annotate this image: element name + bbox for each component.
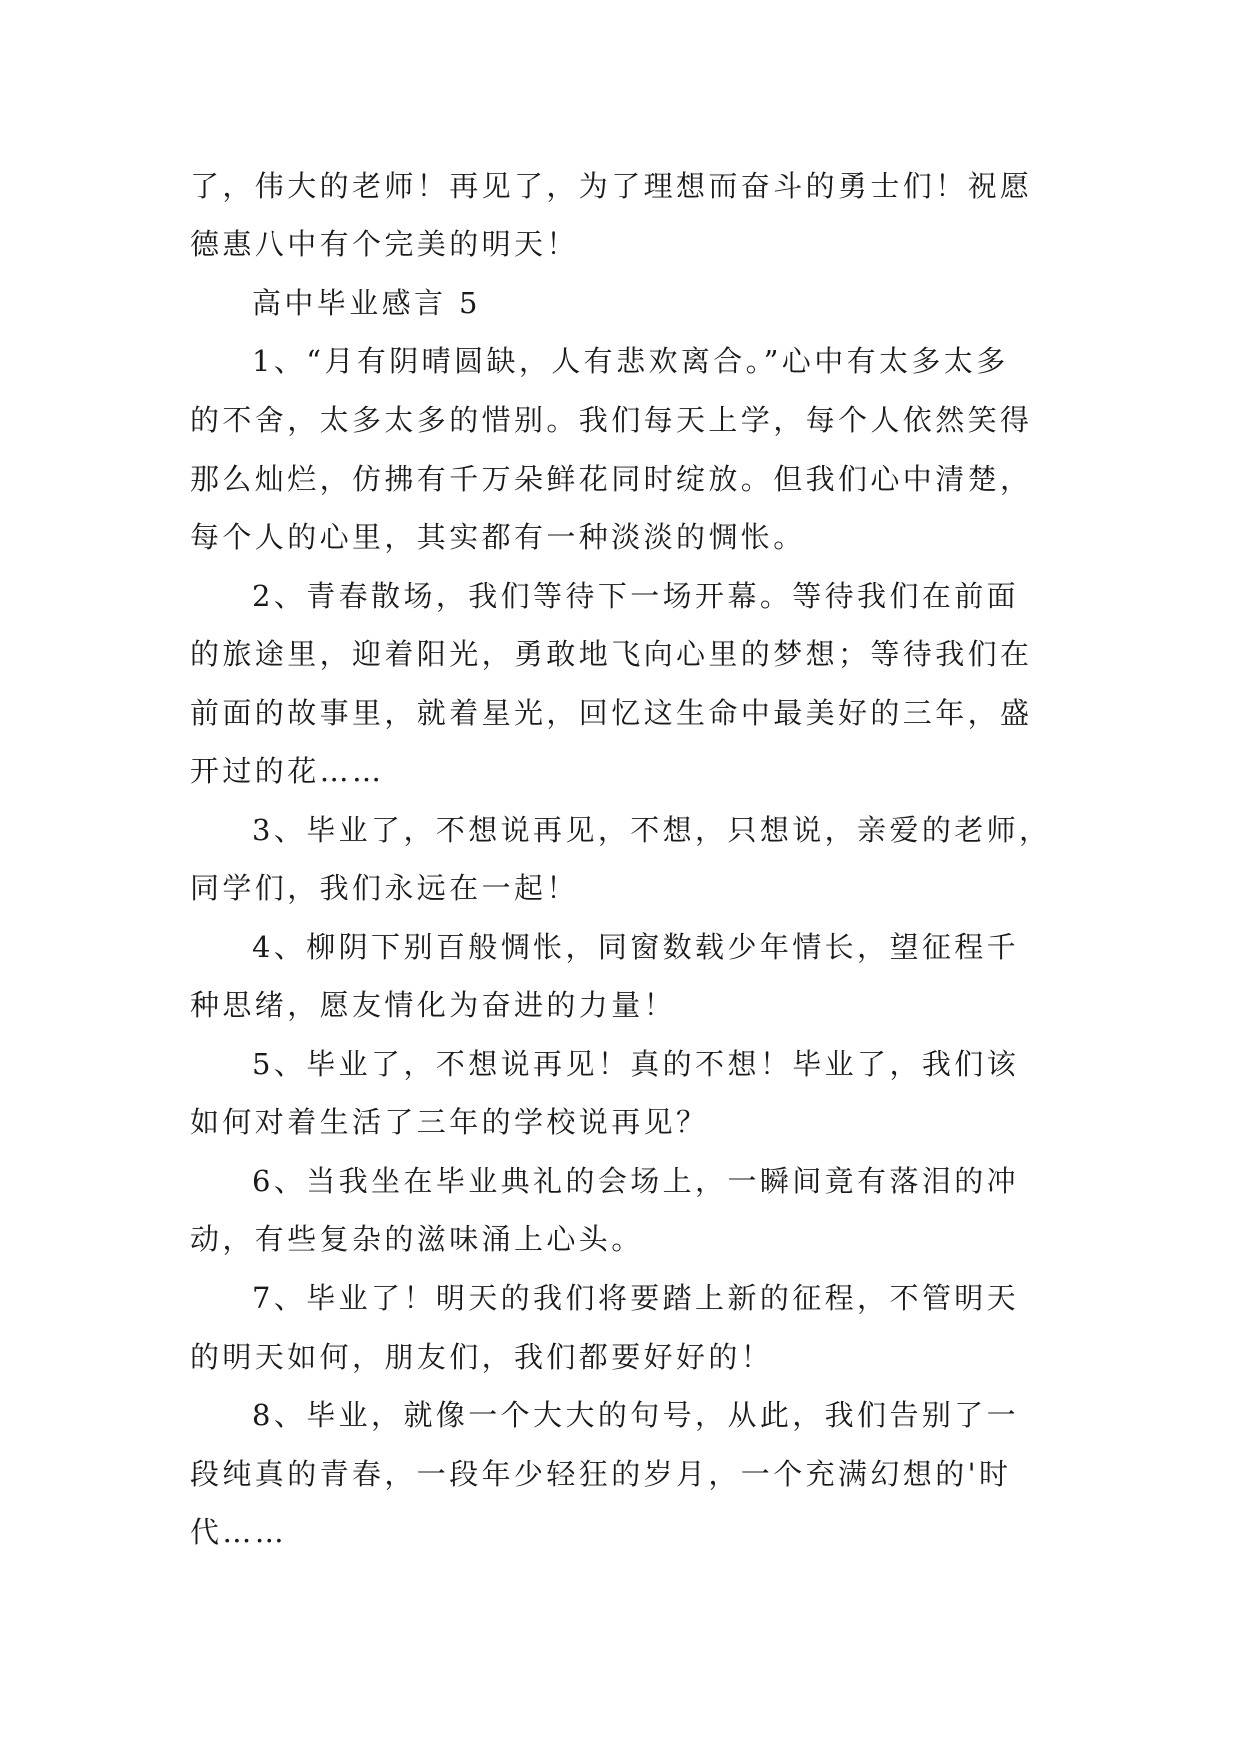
text-line: 8、毕业，就像一个大大的句号，从此，我们告别了一 xyxy=(252,1398,1020,1432)
text-line: 的不舍，太多太多的惜别。我们每天上学，每个人依然笑得 xyxy=(190,403,1033,437)
text-line: 动，有些复杂的滋味涌上心头。 xyxy=(190,1222,644,1256)
text-line: 前面的故事里，就着星光，回忆这生命中最美好的三年，盛 xyxy=(190,696,1033,730)
text-line: 了，伟大的老师！再见了，为了理想而奋斗的勇士们！祝愿 xyxy=(190,169,1033,203)
text-line: 开过的花…… xyxy=(190,754,385,788)
text-line: 德惠八中有个完美的明天！ xyxy=(190,227,579,261)
text-line: 代…… xyxy=(190,1515,288,1549)
text-line: 如何对着生活了三年的学校说再见？ xyxy=(190,1105,709,1139)
text-line: 2、青春散场，我们等待下一场开幕。等待我们在前面 xyxy=(252,579,1020,613)
text-line: 6、当我坐在毕业典礼的会场上，一瞬间竟有落泪的冲 xyxy=(252,1164,1020,1198)
text-line: 1、“月有阴晴圆缺，人有悲欢离合。”心中有太多太多 xyxy=(252,344,1009,378)
text-line: 的明天如何，朋友们，我们都要好好的！ xyxy=(190,1340,774,1374)
section-heading: 高中毕业感言 5 xyxy=(252,286,481,320)
text-line: 5、毕业了，不想说再见！真的不想！毕业了，我们该 xyxy=(252,1047,1020,1081)
text-line: 那么灿烂，仿拂有千万朵鲜花同时绽放。但我们心中清楚， xyxy=(190,462,1033,496)
text-line: 同学们，我们永远在一起！ xyxy=(190,871,579,905)
text-line: 种思绪，愿友情化为奋进的力量！ xyxy=(190,988,677,1022)
text-line: 每个人的心里，其实都有一种淡淡的惆怅。 xyxy=(190,520,806,554)
text-line: 4、柳阴下别百般惆怅，同窗数载少年情长，望征程千 xyxy=(252,930,1020,964)
text-line: 3、毕业了，不想说再见，不想，只想说，亲爱的老师， xyxy=(252,813,1052,847)
text-line: 的旅途里，迎着阳光，勇敢地飞向心里的梦想；等待我们在 xyxy=(190,637,1033,671)
text-line: 7、毕业了！明天的我们将要踏上新的征程，不管明天 xyxy=(252,1281,1020,1315)
text-line: 段纯真的青春，一段年少轻狂的岁月，一个充满幻想的'时 xyxy=(190,1457,1012,1491)
